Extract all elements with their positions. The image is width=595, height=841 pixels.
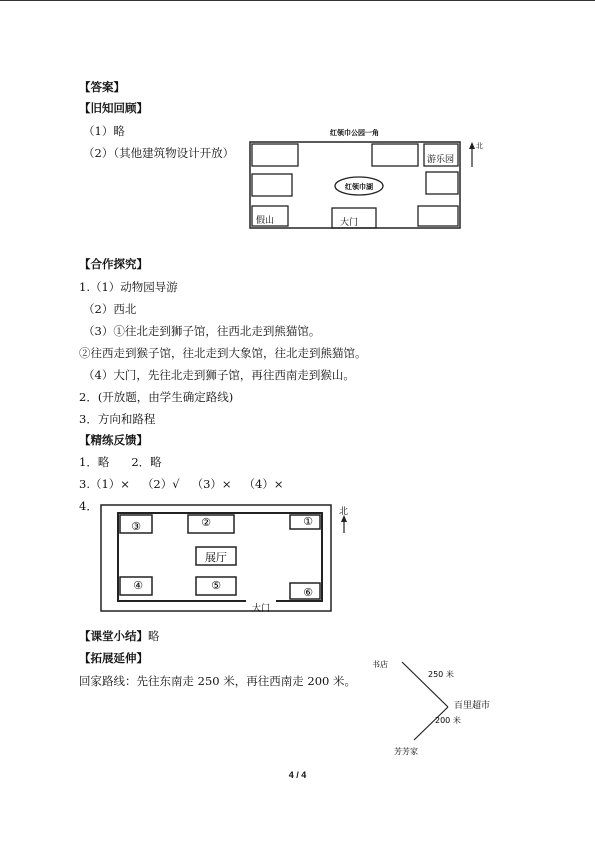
- hall-room-6-label: ⑥: [303, 586, 313, 599]
- park-gate-label: 大门: [340, 218, 359, 228]
- hall-room-3-label: ③: [131, 520, 141, 533]
- route-bookstore-label: 书店: [372, 660, 388, 669]
- hall-room-5-label: ⑤: [211, 579, 221, 592]
- extend-heading: 【拓展延伸】: [79, 651, 148, 665]
- route-home-label: 芳芳家: [394, 747, 418, 756]
- route-distance-1: 250 米: [428, 670, 454, 679]
- park-map-title: 红领巾公园一角: [330, 129, 379, 137]
- practice-q3-4: （4）×: [243, 477, 284, 491]
- practice-q1: 1．略: [79, 455, 110, 469]
- route-segment-1: [402, 662, 448, 707]
- hall-room-1-label: ①: [303, 515, 313, 528]
- summary-text: 略: [148, 629, 160, 643]
- explore-line-6: 2．(开放题，由学生确定路线): [79, 390, 234, 404]
- practice-q3-1: 3.（1）×: [79, 477, 130, 491]
- practice-q3: [79, 477, 284, 491]
- park-north-label: 北: [476, 142, 483, 150]
- explore-line-7: 3．方向和路程: [79, 412, 156, 426]
- explore-line-4: ②往西走到猴子馆，往北走到大象馆，往北走到熊猫馆。: [79, 346, 367, 360]
- park-north-arrowhead: [469, 142, 475, 149]
- practice-q1-q2: [79, 455, 162, 469]
- route-distance-2: 200 米: [435, 716, 461, 725]
- hall-center-label: 展厅: [205, 551, 227, 564]
- answer-heading: 【答案】: [79, 80, 125, 94]
- explore-line-1: 1.（1）动物园导游: [79, 280, 178, 294]
- hall-room-2: [188, 515, 234, 533]
- extend-text: 回家路线：先往东南走 250 米，再往西南走 200 米。: [79, 674, 357, 688]
- practice-heading: 【精练反馈】: [79, 433, 148, 447]
- summary-line: [79, 629, 160, 643]
- hall-north-label: 北: [339, 507, 349, 517]
- explore-heading: 【合作探究】: [79, 257, 148, 271]
- hall-gate-opening: [246, 597, 276, 603]
- route-supermarket-label: 百里超市: [454, 701, 491, 711]
- explore-line-5: （4）大门，先往北走到狮子馆，再往西南走到猴山。: [83, 368, 355, 382]
- hall-room-2-label: ②: [201, 516, 211, 529]
- page-number: 4 / 4: [288, 770, 307, 780]
- park-hill-label: 假山: [256, 216, 275, 226]
- review-heading: 【旧知回顾】: [79, 101, 148, 115]
- summary-heading: 【课堂小结】: [79, 629, 148, 643]
- hall-map: [100, 503, 360, 615]
- explore-line-2: （2）西北: [83, 302, 137, 316]
- park-lake-label: 红领巾湖: [345, 183, 373, 191]
- park-building-nw: [252, 144, 298, 166]
- park-map: [240, 122, 495, 237]
- route-diagram: [360, 650, 510, 760]
- practice-q3-3: （3）×: [191, 477, 232, 491]
- practice-q3-2: （2）√: [141, 477, 180, 491]
- park-amusement-label: 游乐园: [427, 155, 455, 165]
- park-building-se: [418, 206, 458, 226]
- hall-room-4-label: ④: [133, 579, 143, 592]
- explore-line-3: （3）①往北走到狮子馆，往西北走到熊猫馆。: [83, 324, 321, 338]
- park-building-w: [252, 174, 292, 196]
- park-building-n: [372, 144, 418, 166]
- park-building-e: [426, 172, 458, 194]
- practice-q4: 4．: [79, 499, 98, 513]
- review-item-1: （1）略: [83, 124, 125, 138]
- practice-q2: 2．略: [131, 455, 162, 469]
- hall-gate-label: 大门: [252, 604, 271, 614]
- page-top-border: [0, 0, 595, 1]
- review-item-2: （2）（其他建筑物设计开放）: [83, 146, 235, 160]
